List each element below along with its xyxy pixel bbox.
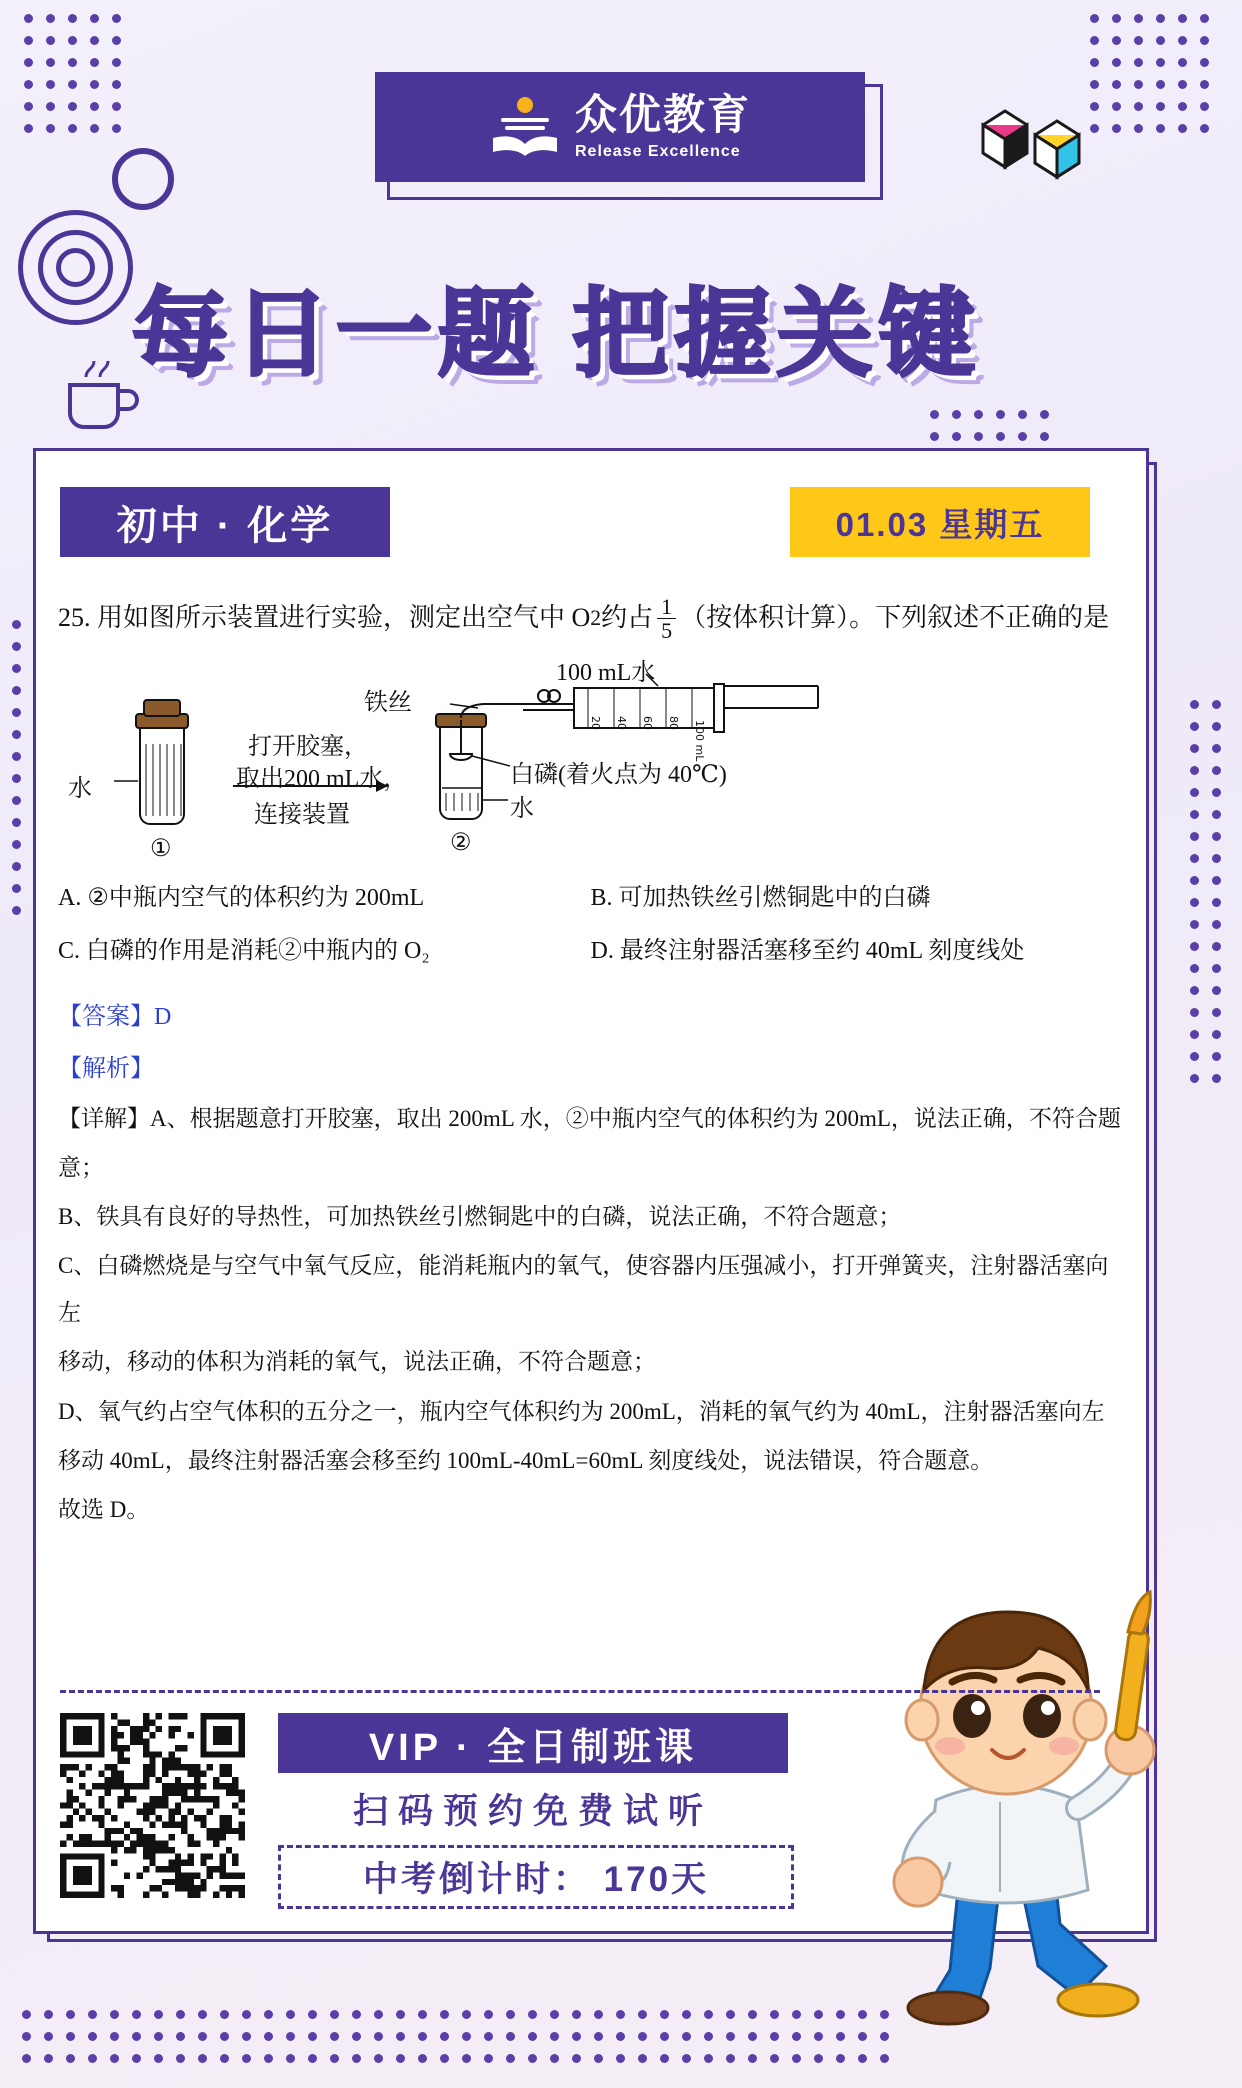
diagram-label-iron-wire: 铁丝 <box>364 690 412 717</box>
option-c-key: C. <box>58 937 81 964</box>
options-row-1 <box>58 885 1123 911</box>
subject-badge: 初中 · 化学 <box>60 487 390 557</box>
option-a-key: A. <box>58 885 82 912</box>
options-list <box>58 885 1123 964</box>
analysis-line-4: C、白磷燃烧是与空气中氧气反应，能消耗瓶内的氧气，使容器内压强减小，打开弹簧夹，注射器活塞向左 <box>58 1253 1109 1326</box>
question-stem-part2: 约占 <box>601 603 654 633</box>
scan-subtitle: 扫码预约免费试听 <box>352 1792 713 1831</box>
question-block <box>58 595 1123 1535</box>
option-d[interactable] <box>591 938 1124 964</box>
fraction-numerator: 1 <box>657 595 676 619</box>
brand-logo-box <box>375 72 865 182</box>
diagram-label-water-right: 水 <box>510 796 534 823</box>
qr-code-icon[interactable] <box>60 1713 245 1898</box>
svg-text:100 mL: 100 mL <box>693 720 706 762</box>
question-stem-part3: （按体积计算）。下列叙述不正确的是 <box>680 603 1110 633</box>
mascot-illustration <box>840 1570 1170 2030</box>
diagram-label-step2: 取出200 mL水， <box>236 766 408 793</box>
fraction-denominator: 5 <box>661 618 673 644</box>
option-b-key: B. <box>590 885 613 912</box>
diagram-label-step1: 打开胶塞， <box>248 734 368 761</box>
analysis-label: 【解析】 <box>58 1056 154 1083</box>
dots-top-left <box>24 14 134 146</box>
coffee-cup-icon <box>52 355 142 435</box>
option-a-text: ②中瓶内空气的体积约为 200mL <box>87 885 425 912</box>
fraction-one-fifth <box>657 595 676 642</box>
analysis-line-7: 移动 40mL，最终注射器活塞会移至约 100mL-40mL=60mL 刻度线处，说法错误，符合题意。 <box>58 1447 994 1473</box>
date-badge: 01.03 星期五 <box>790 487 1090 557</box>
question-stem-subscript: 2 <box>590 605 602 630</box>
experiment-diagram <box>58 656 1078 871</box>
diagram-label-phosphorus: 白磷(着火点为 40℃) <box>510 762 727 789</box>
diagram-label-water-left: 水 <box>68 776 92 803</box>
analysis-text <box>58 1095 1123 1533</box>
option-b-text: 可加热铁丝引燃铜匙中的白磷 <box>618 885 931 912</box>
option-d-text: 最终注射器活塞移至约 40mL 刻度线处 <box>619 937 1025 964</box>
small-circle-icon <box>112 148 174 210</box>
diagram-label-mark2: ② <box>450 830 472 857</box>
option-c[interactable] <box>58 938 591 964</box>
answer-label: 【答案】 <box>58 1003 154 1030</box>
svg-text:80: 80 <box>667 716 680 731</box>
option-c-text: 白磷的作用是消耗②中瓶内的 O₂ <box>86 937 430 964</box>
diagram-label-syringe-water: 100 mL水 <box>556 660 656 687</box>
cube-decoration-icon <box>975 95 1095 185</box>
analysis-line-3: B、铁具有良好的导热性，可加热铁丝引燃铜匙中的白磷，说法正确，不符合题意； <box>58 1204 902 1230</box>
open-book-sunrise-logo-icon <box>489 94 561 160</box>
analysis-line-6: D、氧气约占空气体积的五分之一，瓶内空气体积约为 200mL，消耗的氧气约为 40mL，注射器活塞向左 <box>58 1398 1105 1424</box>
diagram-label-step3: 连接装置 <box>254 802 350 829</box>
svg-text:20: 20 <box>589 716 602 731</box>
concentric-circle-core-icon <box>56 248 95 287</box>
dots-bottom <box>22 2010 902 2076</box>
dots-right-column <box>1190 700 1234 1096</box>
answer-value: D <box>154 1003 172 1030</box>
vip-title: VIP · 全日制班课 <box>278 1713 788 1773</box>
option-d-key: D. <box>590 937 614 964</box>
question-stem-part1: 用如图所示装置进行实验，测定出空气中 O <box>97 603 591 633</box>
analysis-line-1: 【详解】A、根据题意打开胶塞，取出 200mL 水，②中瓶内空气的体积约为 200mL，说法正确，不符合题 <box>58 1105 1121 1131</box>
svg-text:60: 60 <box>641 716 654 731</box>
countdown-badge: 中考倒计时： 170天 <box>278 1845 794 1909</box>
question-number: 25. <box>58 603 91 633</box>
dots-top-right <box>1090 14 1222 146</box>
analysis-line-8: 故选 D。 <box>58 1496 150 1522</box>
analysis-line-2: 意； <box>58 1154 104 1180</box>
answer-line <box>58 998 1123 1036</box>
analysis-line-5: 移动，移动的体积为消耗的氧气，说法正确，不符合题意； <box>58 1349 656 1375</box>
options-row-2 <box>58 938 1123 964</box>
svg-text:40: 40 <box>615 716 628 731</box>
option-b[interactable] <box>591 885 1124 911</box>
answer-block <box>58 998 1123 1089</box>
option-a[interactable] <box>58 885 591 911</box>
brand-name-cn: 众优教育 <box>574 90 751 138</box>
diagram-label-mark1: ① <box>150 836 172 863</box>
page-title: 每日一题 把握关键 <box>132 281 981 388</box>
divider-dashed <box>60 1690 1100 1693</box>
question-stem <box>58 595 1123 642</box>
brand-name-en: Release Excellence <box>574 142 741 160</box>
